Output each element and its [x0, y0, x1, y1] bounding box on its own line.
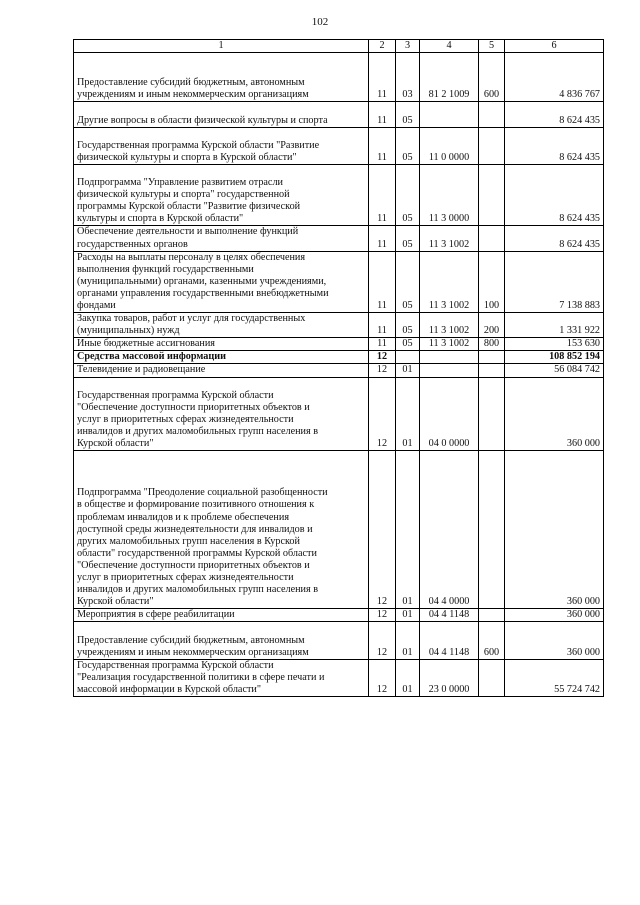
section-code: 11: [369, 164, 396, 225]
amount: 7 138 883: [505, 251, 604, 312]
section-code: 12: [369, 451, 396, 609]
expense-type-code: 200: [479, 313, 505, 338]
expense-type-code: [479, 102, 505, 127]
expense-type-code: 600: [479, 622, 505, 659]
amount: 1 331 922: [505, 313, 604, 338]
table-row: [74, 127, 604, 164]
section-code: 11: [369, 102, 396, 127]
target-article-code: 11 3 1002: [420, 338, 479, 351]
row-name: [74, 377, 369, 451]
row-name: [74, 164, 369, 225]
row-name: [74, 622, 369, 659]
target-article-code: [420, 364, 479, 377]
row-name-line: в обществе и формирование позитивного отношения к: [77, 499, 315, 511]
row-name-line: массовой информации в Курской области": [77, 683, 262, 695]
table-row: [74, 313, 604, 338]
amount: 360 000: [505, 609, 604, 622]
section-code: 11: [369, 127, 396, 164]
amount: 108 852 194: [505, 351, 604, 364]
target-article-code: 11 3 0000: [420, 164, 479, 225]
row-name-line: других маломобильных групп населения в Курской: [77, 535, 300, 547]
row-name-line: Курской области": [77, 596, 154, 608]
expense-type-code: 800: [479, 338, 505, 351]
row-name-line: органами управления государственными внебюджетными: [77, 287, 329, 299]
row-name-line: учреждениям и иным некоммерческим организациям: [77, 89, 309, 101]
subsection-code: 05: [396, 338, 420, 351]
subsection-code: 05: [396, 226, 420, 251]
section-code: 11: [369, 338, 396, 351]
subsection-code: 05: [396, 251, 420, 312]
row-name: [74, 127, 369, 164]
table-row: [74, 251, 604, 312]
subsection-code: 01: [396, 377, 420, 451]
target-article-code: 04 4 1148: [420, 609, 479, 622]
expense-type-code: [479, 364, 505, 377]
column-header: 1: [74, 40, 369, 53]
row-name-line: выполнения функций государственными: [77, 263, 254, 275]
target-article-code: 11 0 0000: [420, 127, 479, 164]
table-row: [74, 53, 604, 102]
subsection-code: 05: [396, 313, 420, 338]
column-header: 5: [479, 40, 505, 53]
row-name-line: Иные бюджетные ассигнования: [77, 338, 215, 350]
row-name-line: услуг в приоритетных сферах жизнедеятельности: [77, 413, 294, 425]
row-name-line: государственных органов: [77, 238, 188, 250]
row-name-line: области" государственной программы Курской области: [77, 547, 317, 559]
table-row: [74, 351, 604, 364]
row-name: [74, 226, 369, 251]
table-row: [74, 659, 604, 696]
section-code: 11: [369, 251, 396, 312]
amount: 8 624 435: [505, 127, 604, 164]
row-name-line: Государственная программа Курской области "Развитие: [77, 139, 320, 151]
table-row: [74, 226, 604, 251]
amount: 153 630: [505, 338, 604, 351]
row-name-line: "Обеспечение доступности приоритетных объектов и: [77, 401, 310, 413]
expense-type-code: [479, 451, 505, 609]
row-name-line: Курской области": [77, 438, 154, 449]
row-name-line: услуг в приоритетных сферах жизнедеятельности: [77, 572, 294, 584]
table-row: [74, 164, 604, 225]
expense-type-code: [479, 609, 505, 622]
row-name-line: физической культуры и спорта" государственной: [77, 189, 290, 201]
amount: 55 724 742: [505, 659, 604, 696]
table-row: [74, 622, 604, 659]
row-name-line: Подпрограмма "Преодоление социальной разобщенности: [77, 487, 328, 499]
row-name-line: Предоставление субсидий бюджетным, автономным: [77, 77, 305, 89]
expense-type-code: [479, 164, 505, 225]
subsection-code: 01: [396, 659, 420, 696]
column-header: 6: [505, 40, 604, 53]
row-name-line: инвалидов и других маломобильных групп населения в: [77, 425, 319, 437]
section-code: 12: [369, 622, 396, 659]
target-article-code: 11 3 1002: [420, 251, 479, 312]
row-name: [74, 251, 369, 312]
row-name: [74, 53, 369, 102]
row-name-line: фондами: [77, 299, 116, 311]
expense-type-code: [479, 377, 505, 451]
subsection-code: 01: [396, 622, 420, 659]
row-name-line: доступной среды жизнедеятельности для инвалидов и: [77, 523, 313, 535]
row-name-line: "Обеспечение доступности приоритетных объектов и: [77, 559, 310, 571]
row-name-line: проблемам инвалидов и к проблеме обеспечения: [77, 511, 290, 523]
row-name-line: инвалидов и других маломобильных групп населения в: [77, 584, 319, 596]
table-row: [74, 609, 604, 622]
row-name: [74, 609, 369, 622]
page-number: 102: [311, 16, 329, 28]
section-code: 11: [369, 226, 396, 251]
row-name: [74, 351, 369, 364]
row-name-line: Средства массовой информации: [77, 351, 226, 363]
subsection-code: [396, 351, 420, 364]
amount: 360 000: [505, 622, 604, 659]
expense-type-code: 100: [479, 251, 505, 312]
row-name-line: Расходы на выплаты персоналу в целях обеспечения: [77, 251, 306, 263]
table-row: [74, 102, 604, 127]
table-row: [74, 377, 604, 451]
amount: 8 624 435: [505, 164, 604, 225]
target-article-code: 04 0 0000: [420, 377, 479, 451]
target-article-code: 11 3 1002: [420, 313, 479, 338]
row-name-line: (муниципальными) органами, казенными учреждениями,: [77, 275, 327, 287]
expense-type-code: [479, 127, 505, 164]
section-code: 12: [369, 609, 396, 622]
row-name-line: Предоставление субсидий бюджетным, автономным: [77, 634, 305, 646]
target-article-code: 11 3 1002: [420, 226, 479, 251]
amount: 8 624 435: [505, 226, 604, 251]
amount: 4 836 767: [505, 53, 604, 102]
row-name-line: "Реализация государственной политики в сфере печати и: [77, 671, 325, 683]
target-article-code: [420, 351, 479, 364]
subsection-code: 05: [396, 102, 420, 127]
row-name-line: культуры и спорта в Курской области": [77, 213, 244, 225]
target-article-code: 04 4 0000: [420, 451, 479, 609]
amount: 56 084 742: [505, 364, 604, 377]
subsection-code: 01: [396, 451, 420, 609]
column-header: 2: [369, 40, 396, 53]
row-name-line: Закупка товаров, работ и услуг для государственных: [77, 313, 306, 325]
amount: 360 000: [505, 451, 604, 609]
row-name: [74, 659, 369, 696]
row-name-line: Государственная программа Курской области: [77, 389, 274, 401]
subsection-code: 05: [396, 127, 420, 164]
row-name: [74, 451, 369, 609]
row-name-line: Другие вопросы в области физической культуры и спорта: [77, 114, 328, 126]
section-code: 12: [369, 659, 396, 696]
expense-type-code: [479, 351, 505, 364]
expense-type-code: [479, 226, 505, 251]
expense-type-code: [479, 659, 505, 696]
row-name-line: программы Курской области "Развитие физической: [77, 201, 301, 213]
row-name: [74, 313, 369, 338]
target-article-code: 81 2 1009: [420, 53, 479, 102]
row-name-line: Государственная программа Курской области: [77, 659, 274, 671]
section-code: 12: [369, 351, 396, 364]
table-row: [74, 451, 604, 609]
column-header: 4: [420, 40, 479, 53]
row-name: [74, 102, 369, 127]
row-name-line: Подпрограмма "Управление развитием отрасли: [77, 177, 283, 189]
row-name-line: физической культуры и спорта в Курской области": [77, 151, 297, 163]
row-name-line: Обеспечение деятельности и выполнение функций: [77, 226, 299, 238]
expense-type-code: 600: [479, 53, 505, 102]
row-name-line: учреждениям и иным некоммерческим организациям: [77, 646, 309, 658]
subsection-code: 05: [396, 164, 420, 225]
target-article-code: [420, 102, 479, 127]
row-name-line: Телевидение и радиовещание: [77, 364, 206, 376]
subsection-code: 03: [396, 53, 420, 102]
row-name-line: Мероприятия в сфере реабилитации: [77, 609, 235, 621]
row-name: [74, 338, 369, 351]
table-row: [74, 338, 604, 351]
section-code: 12: [369, 364, 396, 377]
budget-table: [73, 39, 604, 697]
column-header-row: [74, 40, 604, 53]
table-row: [74, 364, 604, 377]
section-code: 11: [369, 53, 396, 102]
section-code: 11: [369, 313, 396, 338]
subsection-code: 01: [396, 609, 420, 622]
amount: 8 624 435: [505, 102, 604, 127]
target-article-code: 23 0 0000: [420, 659, 479, 696]
row-name: [74, 364, 369, 377]
column-header: 3: [396, 40, 420, 53]
section-code: 12: [369, 377, 396, 451]
subsection-code: 01: [396, 364, 420, 377]
row-name-line: (муниципальных) нужд: [77, 325, 180, 337]
amount: 360 000: [505, 377, 604, 451]
target-article-code: 04 4 1148: [420, 622, 479, 659]
